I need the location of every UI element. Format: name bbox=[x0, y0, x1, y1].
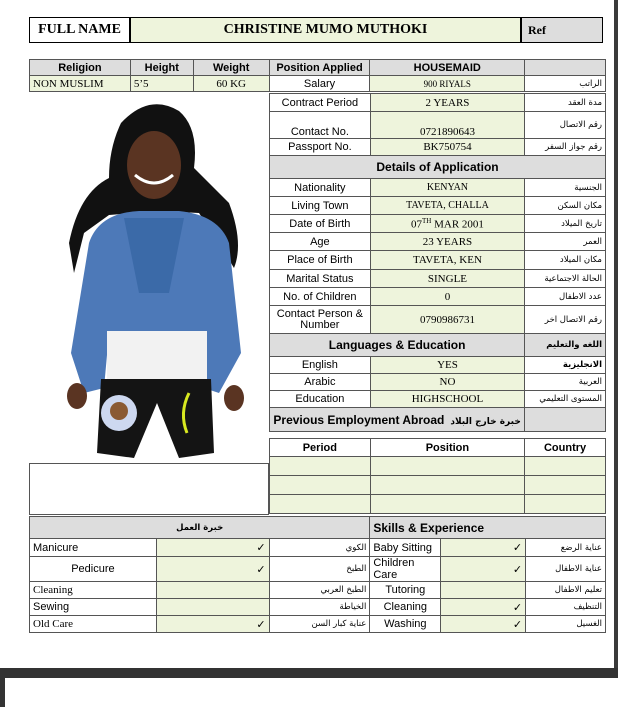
details-table bbox=[269, 93, 606, 432]
skill-left-check: ✓ bbox=[156, 616, 269, 633]
education-value: HIGHSCHOOL bbox=[370, 391, 525, 408]
age-ar: العمر bbox=[525, 233, 606, 251]
period-header: Period bbox=[270, 439, 371, 457]
next-page-strip bbox=[0, 678, 618, 707]
weight-value: 60 KG bbox=[193, 76, 269, 92]
languages-title: Languages & Education bbox=[270, 334, 525, 357]
skill-left-label: Cleaning bbox=[30, 582, 157, 599]
age-label: Age bbox=[270, 233, 371, 251]
contract-period-value: 2 YEARS bbox=[370, 94, 525, 112]
contact-no-ar: رقم الاتصال bbox=[525, 112, 606, 139]
contact-person-ar: رقم الاتصال اخر bbox=[525, 306, 606, 334]
contract-period-ar: مدة العقد bbox=[525, 94, 606, 112]
skill-left-label: Manicure bbox=[30, 539, 157, 557]
photo-footer-cell bbox=[30, 464, 269, 515]
skill-left-check bbox=[156, 582, 269, 599]
contact-person-label: Contact Person & Number bbox=[270, 306, 371, 334]
marital-status-value: SINGLE bbox=[370, 270, 525, 288]
employment-position-header: Position bbox=[370, 439, 524, 457]
employment-title-blank bbox=[525, 408, 606, 432]
skill-left-ar: الطبخ العربي bbox=[269, 582, 370, 599]
skill-right-ar: عناية الرضع bbox=[526, 539, 606, 557]
dob-value bbox=[370, 215, 525, 233]
ref-label: Ref bbox=[521, 17, 603, 43]
skill-right-label: Baby Sitting bbox=[370, 539, 441, 557]
skill-right-check: ✓ bbox=[441, 599, 526, 616]
children-ar: عدد الاطفال bbox=[525, 288, 606, 306]
contract-period-label: Contract Period bbox=[270, 94, 371, 112]
weight-header: Weight bbox=[193, 60, 269, 76]
employment-table bbox=[269, 438, 606, 514]
skill-right-ar: التنظيف bbox=[526, 599, 606, 616]
contact-no-label: Contact No. bbox=[270, 112, 371, 139]
employment-row-2-period bbox=[270, 476, 371, 495]
dob-suffix: TH bbox=[422, 216, 432, 225]
skill-left-label: Old Care bbox=[30, 616, 157, 633]
height-value: 5’5 bbox=[130, 76, 193, 92]
religion-value: NON MUSLIM bbox=[30, 76, 131, 92]
skill-right-check: ✓ bbox=[441, 616, 526, 633]
skill-left-label: Pedicure bbox=[30, 557, 157, 582]
nationality-ar: الجنسية bbox=[525, 179, 606, 197]
employment-row-1-period bbox=[270, 457, 371, 476]
height-header: Height bbox=[130, 60, 193, 76]
age-value: 23 YEARS bbox=[370, 233, 525, 251]
skill-left-check: ✓ bbox=[156, 557, 269, 582]
skills-row bbox=[30, 539, 606, 557]
place-of-birth-ar: مكان الميلاد bbox=[525, 251, 606, 270]
children-value: 0 bbox=[370, 288, 525, 306]
education-ar: المستوى التعليمي bbox=[525, 391, 606, 408]
skills-row bbox=[30, 557, 606, 582]
living-town-value: TAVETA, CHALLA bbox=[370, 197, 525, 215]
skill-right-ar: تعليم الاطفال bbox=[526, 582, 606, 599]
skill-right-check: ✓ bbox=[441, 557, 526, 582]
full-name-label: FULL NAME bbox=[29, 17, 130, 43]
basic-info-table bbox=[29, 59, 606, 92]
skill-right-label: Tutoring bbox=[370, 582, 441, 599]
religion-header: Religion bbox=[30, 60, 131, 76]
details-title: Details of Application bbox=[270, 156, 606, 179]
dob-day: 07 bbox=[411, 218, 423, 231]
next-page-edge bbox=[0, 678, 5, 707]
marital-status-label: Marital Status bbox=[270, 270, 371, 288]
skill-left-ar: الطبخ bbox=[269, 557, 370, 582]
applicant-photo-image bbox=[29, 93, 269, 463]
skills-row bbox=[30, 616, 606, 633]
photo-footer-table bbox=[29, 463, 269, 515]
skill-right-label: Children Care bbox=[370, 557, 441, 582]
arabic-label: Arabic bbox=[270, 374, 371, 391]
contact-no-value: 0721890643 bbox=[370, 112, 525, 139]
dob-ar: تاريخ الميلاد bbox=[525, 215, 606, 233]
english-ar: الانجليزية bbox=[525, 357, 606, 374]
skill-right-ar: الغسيل bbox=[526, 616, 606, 633]
skill-right-label: Washing bbox=[370, 616, 441, 633]
dob-rest: MAR 2001 bbox=[431, 218, 484, 231]
languages-title-ar: اللغه والتعليم bbox=[525, 334, 606, 357]
skills-title: Skills & Experience bbox=[370, 517, 606, 539]
skill-right-check bbox=[441, 582, 526, 599]
employment-row-1-position bbox=[370, 457, 524, 476]
nationality-label: Nationality bbox=[270, 179, 371, 197]
skill-right-check: ✓ bbox=[441, 539, 526, 557]
salary-label: Salary bbox=[269, 76, 370, 92]
arabic-value: NO bbox=[370, 374, 525, 391]
passport-no-value: BK750754 bbox=[370, 139, 525, 156]
children-label: No. of Children bbox=[270, 288, 371, 306]
skill-left-label: Sewing bbox=[30, 599, 157, 616]
full-name-value: CHRISTINE MUMO MUTHOKI bbox=[130, 17, 521, 43]
nationality-value: KENYAN bbox=[370, 179, 525, 197]
english-value: YES bbox=[370, 357, 525, 374]
skill-left-ar: عناية كبار السن bbox=[269, 616, 370, 633]
position-value: HOUSEMAID bbox=[370, 60, 525, 76]
employment-row-3-country bbox=[525, 495, 606, 514]
arabic-ar: العربية bbox=[525, 374, 606, 391]
marital-status-ar: الحالة الاجتماعية bbox=[525, 270, 606, 288]
employment-title bbox=[270, 408, 525, 432]
employment-row-1-country bbox=[525, 457, 606, 476]
skill-left-check: ✓ bbox=[156, 539, 269, 557]
dob-label: Date of Birth bbox=[270, 215, 371, 233]
living-town-label: Living Town bbox=[270, 197, 371, 215]
applicant-photo bbox=[29, 93, 269, 463]
skills-table bbox=[29, 516, 606, 633]
country-header: Country bbox=[525, 439, 606, 457]
employment-row-3-period bbox=[270, 495, 371, 514]
living-town-ar: مكان السكن bbox=[525, 197, 606, 215]
skill-left-check bbox=[156, 599, 269, 616]
place-of-birth-value: TAVETA, KEN bbox=[370, 251, 525, 270]
skill-right-ar: عناية الاطفال bbox=[526, 557, 606, 582]
skill-left-ar: الكوي bbox=[269, 539, 370, 557]
passport-no-ar: رقم جواز السفر bbox=[525, 139, 606, 156]
employment-row-2-country bbox=[525, 476, 606, 495]
skill-right-label: Cleaning bbox=[370, 599, 441, 616]
english-label: English bbox=[270, 357, 371, 374]
position-header: Position Applied bbox=[269, 60, 370, 76]
skills-row bbox=[30, 582, 606, 599]
skill-left-ar: الخياطة bbox=[269, 599, 370, 616]
skills-title-ar: خبرة العمل bbox=[30, 517, 370, 539]
employment-row-3-position bbox=[370, 495, 524, 514]
employment-title-en: Previous Employment Abroad bbox=[273, 412, 445, 427]
place-of-birth-label: Place of Birth bbox=[270, 251, 371, 270]
education-label: Education bbox=[270, 391, 371, 408]
passport-no-label: Passport No. bbox=[270, 139, 371, 156]
salary-ar: الراتب bbox=[525, 76, 606, 92]
skills-row bbox=[30, 599, 606, 616]
salary-value: 900 RIYALS bbox=[370, 76, 525, 92]
employment-row-2-position bbox=[370, 476, 524, 495]
page-divider bbox=[0, 668, 618, 678]
position-blank bbox=[525, 60, 606, 76]
employment-title-ar: خبرة خارج البلاد bbox=[450, 416, 521, 427]
contact-person-value: 0790986731 bbox=[370, 306, 525, 334]
